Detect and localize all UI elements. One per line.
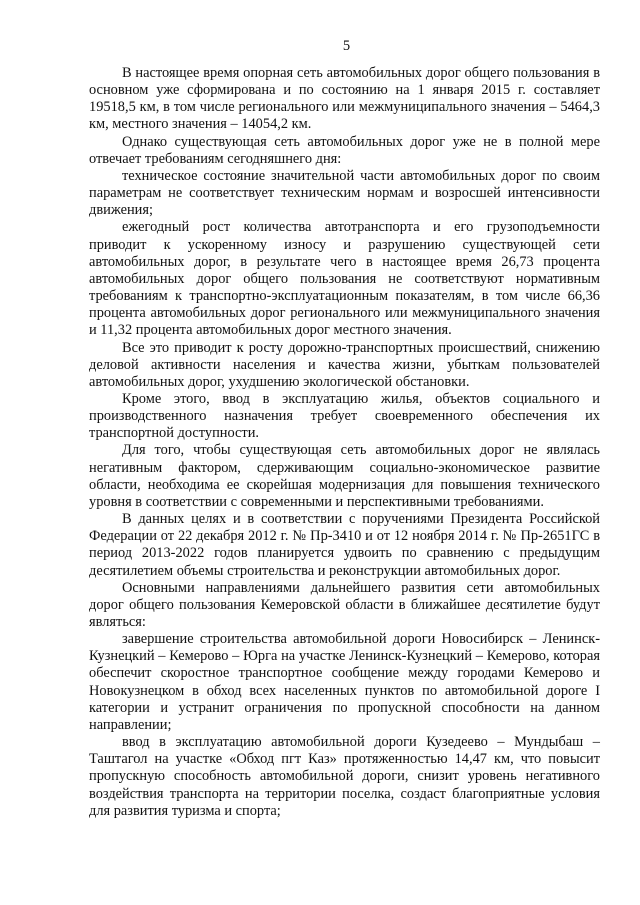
paragraph-kaz-bypass: ввод в эксплуатацию автомобильной дороги Кузедеево – Мундыбаш – Таштагол на участке «Обход пгт Каз» протяженностью 14,47 км, что повысит пропускную способность автомобильной дороги, снизит уровень негативного воздействия транспорта на территории поселка, создаст благоприятные условия для развития туризма и спорта; bbox=[89, 734, 600, 819]
paragraph-novosibirsk-road: завершение строительства автомобильной дороги Новосибирск – Ленинск-Кузнецкий – Кемерово – Юрга на участке Ленинск-Кузнецкий – Кемерово, которая обеспечит скоростное транспортное сообщение между городами Кемерово и Новокузнецком в обход всех населенных пунктов по автомобильной дороге I категории и устранит ограничения по пропускной способности на данном направлении; bbox=[89, 631, 600, 733]
paragraph-traffic-growth: ежегодный рост количества автотранспорта и его грузоподъемности приводит к ускоренному износу и разрушению существующей сети автомобильных дорог, в результате чего в настоящее время 26,73 процента автомобильных дорог общего пользования не соответствуют нормативным требованиям к транспортно-эксплуатационным показателям, в том числе 66,36 процента автомобильных дорог регионального или межмуниципального значения и 11,32 процента автомобильных дорог местного значения. bbox=[89, 219, 600, 339]
paragraph-technical-condition: техническое состояние значительной части автомобильных дорог по своим параметрам не соответствует техническим нормам и возросшей интенсивности движения; bbox=[89, 167, 600, 219]
paragraph-requirements-intro: Однако существующая сеть автомобильных дорог уже не в полной мере отвечает требованиям сегодняшнего дня: bbox=[89, 133, 600, 167]
paragraph-consequences: Все это приводит к росту дорожно-транспортных происшествий, снижению деловой активности населения и качества жизни, убыткам пользователей автомобильных дорог, ухудшению экологической обстановки. bbox=[89, 339, 600, 390]
paragraph-housing-accessibility: Кроме этого, ввод в эксплуатацию жилья, объектов социального и производственного назначения требует своевременного обеспечения их транспортной доступности. bbox=[89, 390, 600, 442]
paragraph-main-directions: Основными направлениями дальнейшего развития сети автомобильных дорог общего пользования Кемеровской области в ближайшее десятилетие будут являться: bbox=[89, 579, 600, 630]
paragraph-road-network-status: В настоящее время опорная сеть автомобильных дорог общего пользования в основном уже сформирована и по состоянию на 1 января 2015 г. составляет 19518,5 км, в том числе регионального или межмуниципального значения – 5464,3 км, местного значения – 14054,2 км. bbox=[89, 65, 600, 133]
paragraph-modernization-need: Для того, чтобы существующая сеть автомобильных дорог не являлась негативным фактором, сдерживающим социально-экономическое развитие области, необходима ее скорейшая модернизация для повышения технического уровня в соответствии с современными и перспективными требованиями. bbox=[89, 442, 600, 510]
paragraph-presidential-orders: В данных целях и в соответствии с поручениями Президента Российской Федерации от 22 декабря 2012 г. № Пр-3410 и от 12 ноября 2014 г. № Пр-2651ГС в период 2013-2022 годов планируется удвоить по сравнению с предыдущим десятилетием объемы строительства и реконструкции автомобильных дорог. bbox=[89, 511, 600, 579]
page-number: 5 bbox=[342, 38, 351, 54]
